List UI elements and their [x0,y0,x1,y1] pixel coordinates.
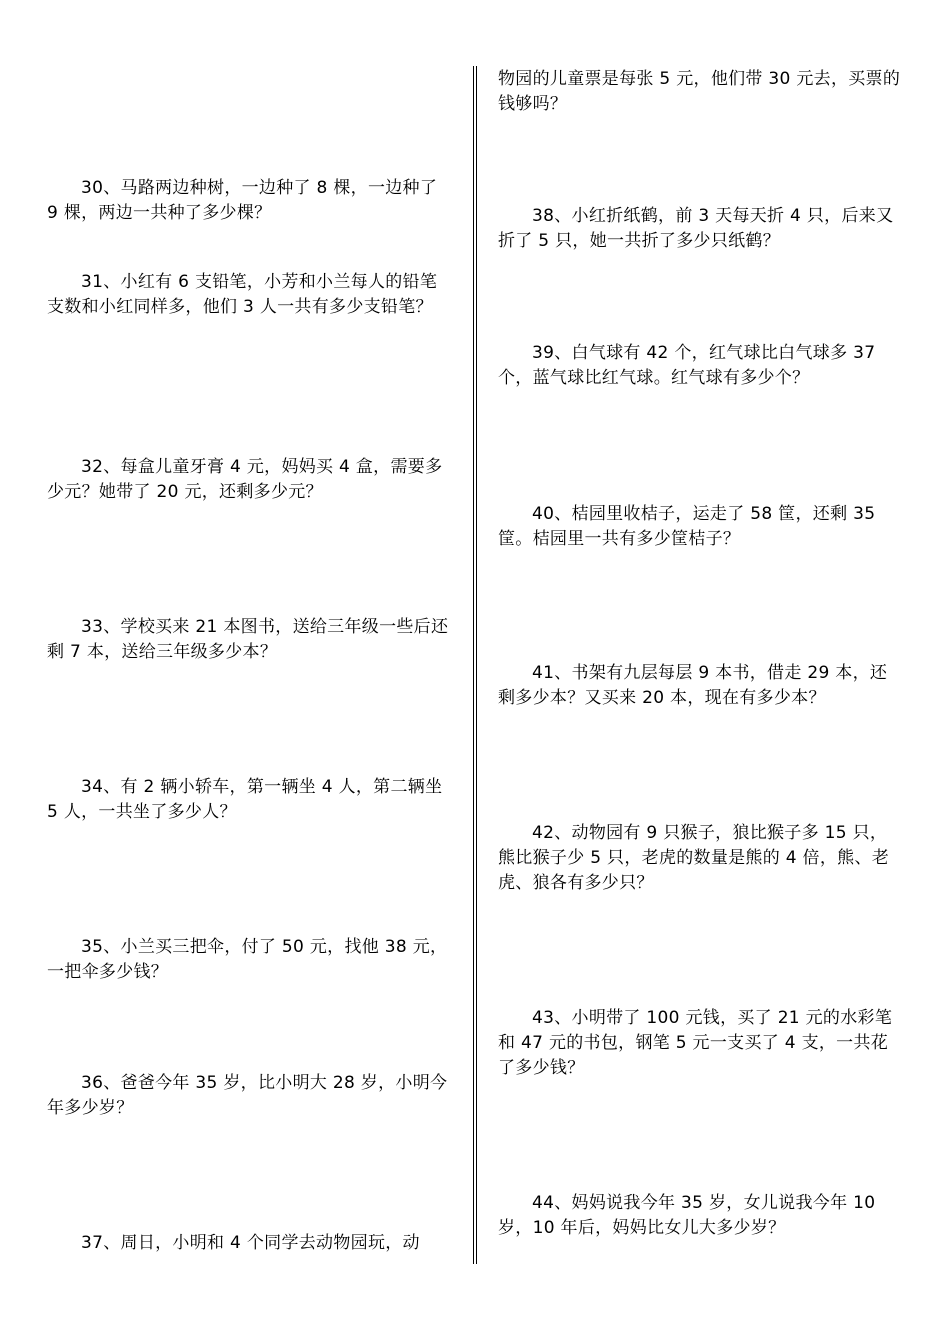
problem-44: 44、妈妈说我今年 35 岁，女儿说我今年 10 岁，10 年后，妈妈比女儿大多少岁？ [498,1193,876,1238]
problem-31: 31、小红有 6 支铅笔，小芳和小兰每人的铅笔支数和小红同样多，他们 3 人一共有多少支铅笔？ [47,272,438,317]
problem-34: 34、有 2 辆小轿车，第一辆坐 4 人，第二辆坐 5 人，一共坐了多少人？ [47,777,443,822]
problem-37-start: 37、周日，小明和 4 个同学去动物园玩，动 [81,1233,420,1253]
left-column [47,0,451,1344]
problem-42: 42、动物园有 9 只猴子，狼比猴子多 15 只，熊比猴子少 5 只，老虎的数量是熊的 4 倍，熊、老虎、狼各有多少只？ [498,823,890,893]
problem-39: 39、白气球有 42 个，红气球比白气球多 37 个，蓝气球比红气球。红气球有多少个？ [498,343,876,388]
problem-36: 36、爸爸今年 35 岁，比小明大 28 岁，小明今年多少岁？ [47,1073,448,1118]
problem-30: 30、马路两边种树，一边种了 8 棵，一边种了 9 棵，两边一共种了多少棵？ [47,178,438,223]
problem-32: 32、每盒儿童牙膏 4 元，妈妈买 4 盒，需要多少元？她带了 20 元，还剩多少元？ [47,457,443,502]
problem-40: 40、桔园里收桔子，运走了 58 筐，还剩 35 筐。桔园里一共有多少筐桔子？ [498,504,876,549]
column-divider [473,66,477,1264]
problem-41: 41、书架有九层每层 9 本书，借走 29 本，还剩多少本？又买来 20 本，现在有多少本？ [498,663,888,708]
problem-38: 38、小红折纸鹤，前 3 天每天折 4 只，后来又折了 5 只，她一共折了多少只纸鹤？ [498,206,894,251]
problem-33: 33、学校买来 21 本图书，送给三年级一些后还剩 7 本，送给三年级多少本？ [47,617,449,662]
right-column [498,0,902,1344]
problem-43: 43、小明带了 100 元钱，买了 21 元的水彩笔和 47 元的书包，钢笔 5 元一支买了 4 支，一共花了多少钱？ [498,1008,893,1078]
problem-35: 35、小兰买三把伞，付了 50 元，找他 38 元，一把伞多少钱？ [47,937,448,982]
problem-37-continued: 物园的儿童票是每张 5 元，他们带 30 元去，买票的钱够吗？ [498,69,901,114]
